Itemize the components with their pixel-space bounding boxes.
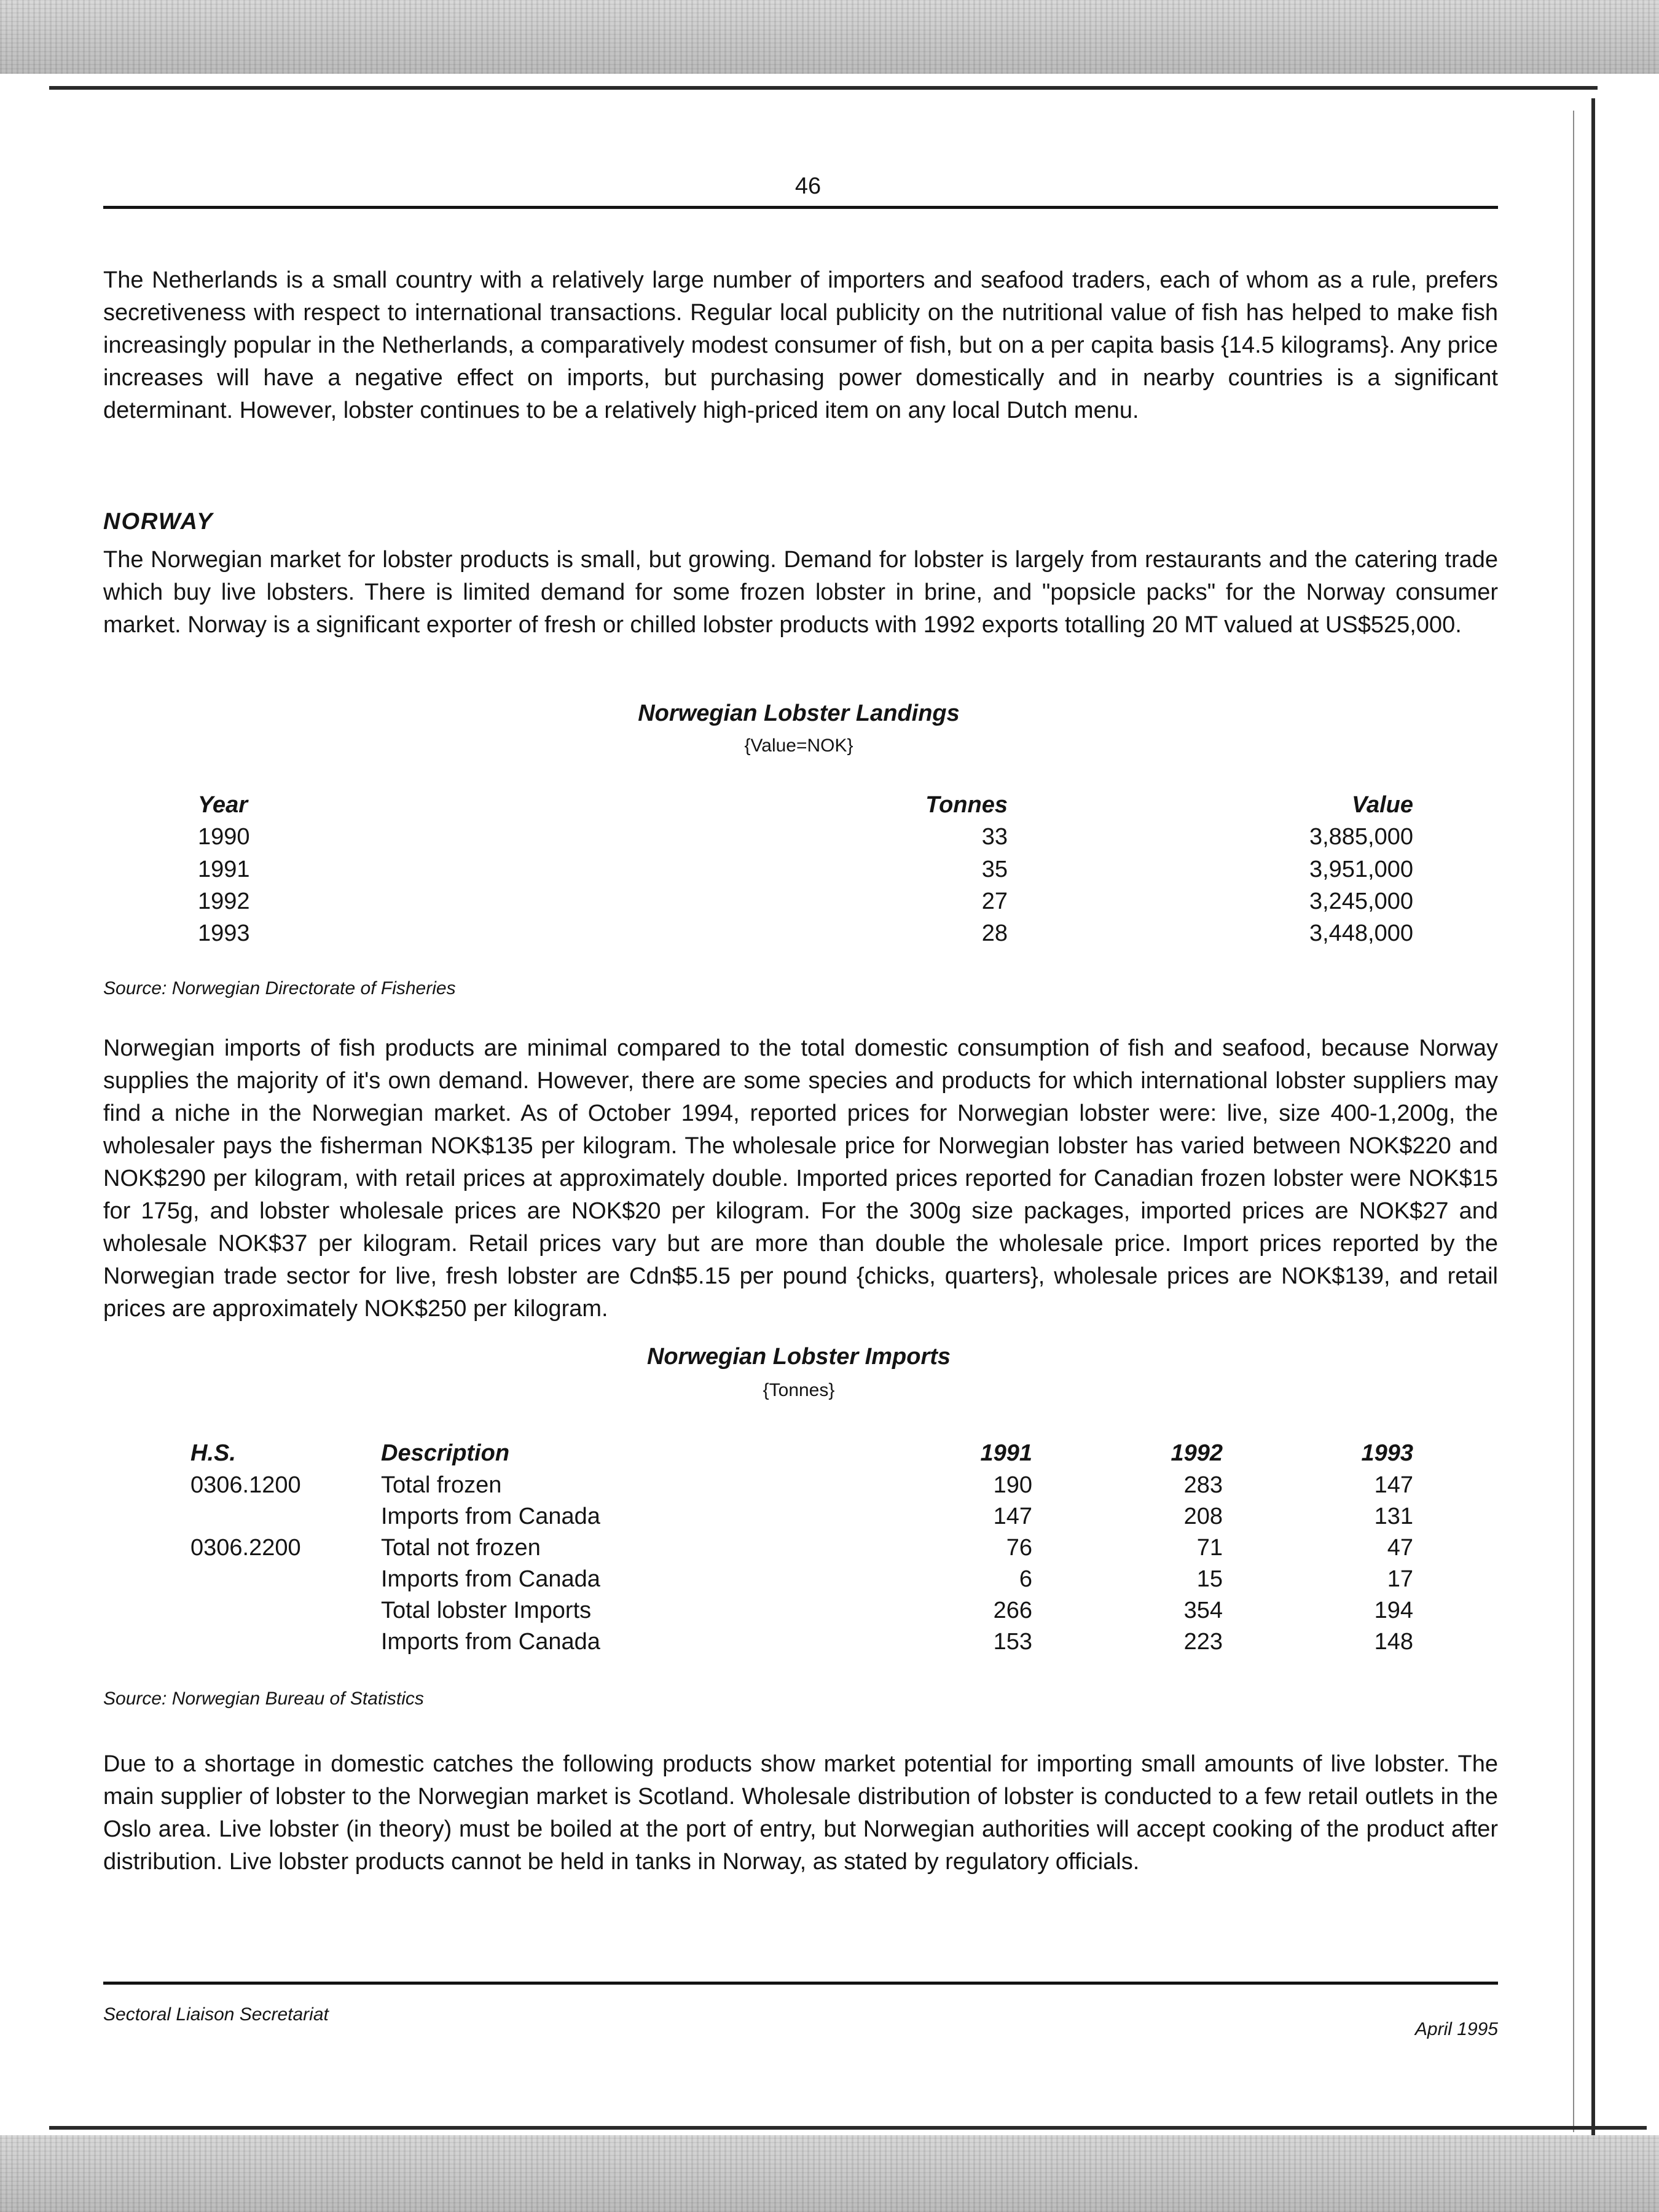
landings-table-subtitle: {Value=NOK} [744, 735, 853, 756]
imports-row-hs: 0306.2200 [190, 1535, 301, 1561]
imports-row-1992: 223 [1183, 1629, 1223, 1655]
landings-row-year: 1990 [198, 824, 250, 850]
imports-row-description: Total lobster Imports [381, 1598, 592, 1623]
norway-intro-paragraph: The Norwegian market for lobster products is small, but growing. Demand for lobster is largely from restaurants and the catering trade which buy live lobsters. There is limited demand for some frozen lobster in brine, and "popsicle packs" for the Norway consumer market. Norway is a significant exporter of fresh or chilled lobster products with 1992 exports totalling 20 MT valued at US$525,000. [103, 547, 1498, 638]
landings-row-value: 3,448,000 [1309, 920, 1413, 946]
imports-header-description: Description [381, 1440, 510, 1466]
imports-table-subtitle: {Tonnes} [763, 1380, 835, 1400]
landings-row-tonnes: 33 [981, 824, 1008, 850]
imports-source: Source: Norwegian Bureau of Statistics [103, 1688, 424, 1709]
imports-row-1991: 266 [993, 1598, 1032, 1623]
imports-row-1991: 147 [993, 1504, 1032, 1529]
landings-row-value: 3,951,000 [1309, 857, 1413, 882]
imports-row-1993: 147 [1374, 1472, 1413, 1498]
imports-row-1991: 190 [993, 1472, 1032, 1498]
landings-source: Source: Norwegian Directorate of Fisheries [103, 978, 456, 998]
footer-publisher: Sectoral Liaison Secretariat [103, 2004, 329, 2025]
header-rule [103, 206, 1498, 209]
landings-row-year: 1992 [198, 888, 250, 914]
imports-header-hs: H.S. [190, 1440, 236, 1466]
imports-row-1993: 47 [1387, 1535, 1413, 1561]
imports-table-title: Norwegian Lobster Imports [646, 1344, 951, 1370]
imports-row-1992: 208 [1183, 1504, 1223, 1529]
imports-row-description: Total frozen [381, 1472, 502, 1498]
landings-header-year: Year [198, 792, 248, 818]
imports-header-1992: 1992 [1171, 1440, 1223, 1466]
scan-border-top [0, 0, 1659, 74]
landings-header-value: Value [1352, 792, 1413, 818]
imports-row-1993: 17 [1387, 1566, 1413, 1592]
imports-row-hs: 0306.1200 [190, 1472, 301, 1498]
landings-row-value: 3,885,000 [1309, 824, 1413, 850]
imports-row-1991: 153 [993, 1629, 1032, 1655]
imports-header-1991: 1991 [980, 1440, 1032, 1466]
imports-row-1992: 283 [1183, 1472, 1223, 1498]
imports-row-1993: 131 [1374, 1504, 1413, 1529]
scan-binding-edge [1591, 98, 1595, 2144]
landings-row-tonnes: 27 [981, 888, 1008, 914]
page-number: 46 [794, 173, 822, 199]
landings-table-title: Norwegian Lobster Landings [638, 700, 960, 726]
imports-row-1991: 76 [1006, 1535, 1032, 1561]
imports-row-1992: 354 [1183, 1598, 1223, 1623]
scan-border-bottom [0, 2135, 1659, 2212]
imports-row-1992: 71 [1196, 1535, 1223, 1561]
landings-row-year: 1991 [198, 857, 250, 882]
landings-header-tonnes: Tonnes [925, 792, 1008, 818]
section-heading-norway: NORWAY [103, 509, 214, 535]
imports-header-1993: 1993 [1361, 1440, 1413, 1466]
scan-edge-line-top [49, 86, 1598, 90]
netherlands-paragraph: The Netherlands is a small country with a relatively large number of importers and seafood traders, each of whom as a rule, prefers secretiveness with respect to international transactions. Regular local publicity on the nutritional value of fish has helped to make fish increasingly popular in the Netherlands, a comparatively modest consumer of fish, but on a per capita basis {14.5 kilograms}. Any price increases will have a negative effect on imports, but purchasing power domestically and in nearby countries is a significant determinant. However, lobster continues to be a relatively high-priced item on any local Dutch menu. [103, 267, 1498, 423]
imports-row-1993: 194 [1374, 1598, 1413, 1623]
norway-imports-paragraph: Norwegian imports of fish products are minimal compared to the total domestic consumption of fish and seafood, because Norway supplies the majority of it's own demand. However, there are some species and products for which international lobster suppliers may find a niche in the Norwegian market. As of October 1994, reported prices for Norwegian lobster were: live, size 400-1,200g, the wholesaler pays the fisherman NOK$135 per kilogram. The wholesale price for Norwegian lobster has varied between NOK$220 and NOK$290 per kilogram, with retail prices at approximately double. Imported prices reported for Canadian frozen lobster were NOK$15 for 175g, and lobster wholesale prices are NOK$20 per kilogram. For the 300g size packages, imported prices are NOK$27 and wholesale NOK$37 per kilogram. Retail prices vary but are more than double the wholesale price. Import prices reported by the Norwegian trade sector for live, fresh lobster are Cdn$5.15 per pound {chicks, quarters}, wholesale prices are NOK$139, and retail prices are approximately NOK$250 per kilogram. [103, 1035, 1498, 1322]
scan-binding-shadow [1573, 111, 1574, 2132]
imports-row-description: Imports from Canada [381, 1566, 600, 1592]
imports-row-description: Total not frozen [381, 1535, 541, 1561]
imports-row-1991: 6 [1019, 1566, 1032, 1592]
footer-rule [103, 1982, 1498, 1985]
footer-date: April 1995 [1414, 2019, 1498, 2039]
shortage-paragraph: Due to a shortage in domestic catches the following products show market potential for importing small amounts of live lobster. The main supplier of lobster to the Norwegian market is Scotland. Wholesale distribution of lobster is conducted to a few retail outlets in the Oslo area. Live lobster (in theory) must be boiled at the port of entry, but Norwegian authorities will accept cooking of the product after distribution. Live lobster products cannot be held in tanks in Norway, as stated by regulatory officials. [103, 1751, 1498, 1875]
imports-row-1993: 148 [1374, 1629, 1413, 1655]
imports-row-description: Imports from Canada [381, 1629, 600, 1655]
landings-row-tonnes: 28 [981, 920, 1008, 946]
landings-row-value: 3,245,000 [1309, 888, 1413, 914]
landings-row-tonnes: 35 [981, 857, 1008, 882]
scan-edge-line-bottom [49, 2126, 1647, 2130]
imports-row-1992: 15 [1196, 1566, 1223, 1592]
landings-row-year: 1993 [198, 920, 250, 946]
imports-row-description: Imports from Canada [381, 1504, 600, 1529]
